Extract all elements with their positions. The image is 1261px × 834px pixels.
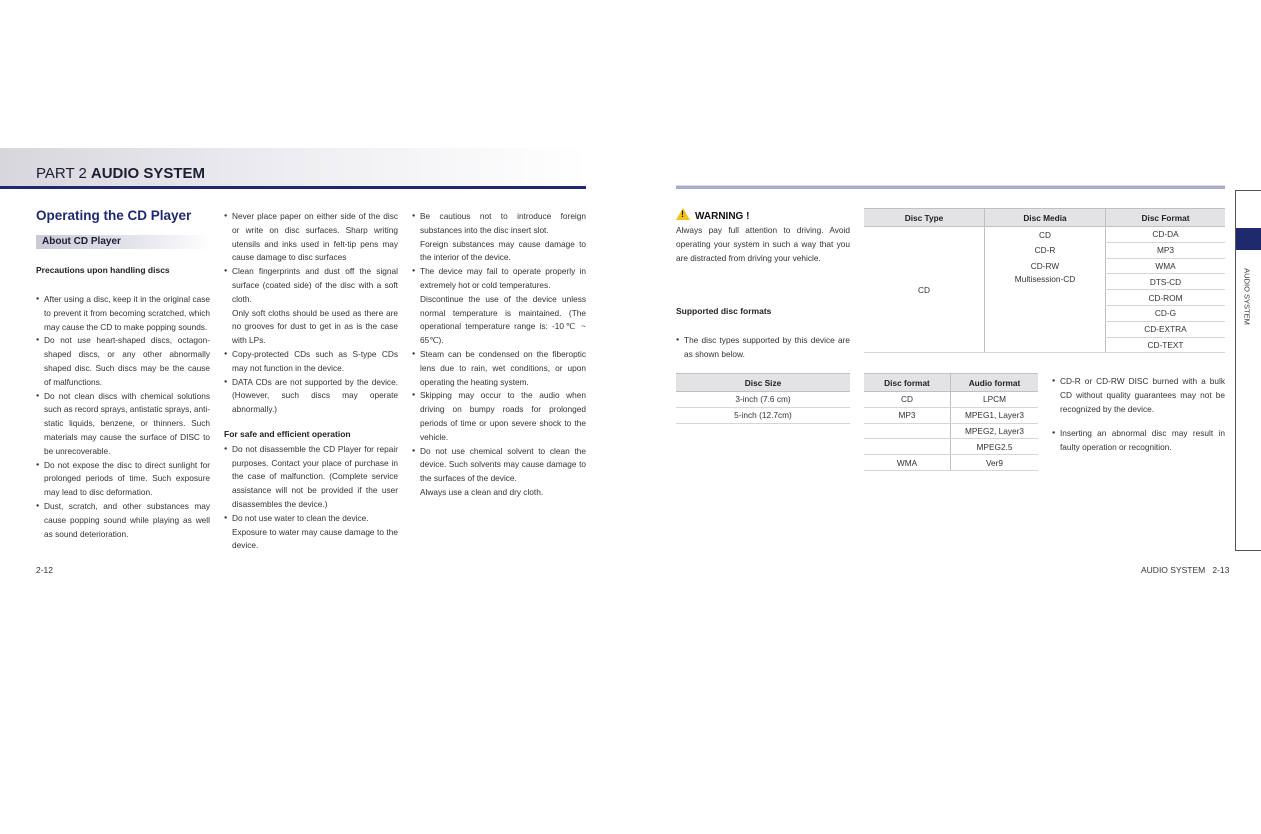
list-item-text: Clean fingerprints and dust off the signal surface (coated side) of the disc with a soft cloth. [232,266,398,304]
subheading: About CD Player [42,236,121,247]
table-cell: MPEG2.5 [951,439,1039,455]
list-item-note: Discontinue the use of the device unless normal temperature is maintained. (The operational temperature range is: -10℃ ~ 65℃). [420,293,586,346]
warning-icon [676,208,690,220]
list-item: ● DATA CDs are not supported by the device. (However, such discs may operate abnormally.) [224,376,398,417]
side-tab-marker [1236,228,1261,250]
header-rule-right [676,186,1225,189]
list-item [412,445,586,500]
table-cell: CD [864,392,951,408]
list-item: ● Dust, scratch, and other substances may cause popping sound while playing as well as sound deterioration. [36,500,210,541]
list-item: ● Do not use heart-shaped discs, octagon-shaped discs, or any other abnormally shaped disc. Such discs may be the cause of malfunctions. [36,334,210,389]
warning-title [676,208,749,222]
table-cell: MPEG1, Layer3 [951,407,1039,423]
table-header: Audio format [951,374,1039,392]
list-item: ● The disc types supported by this device are as shown below. [676,334,850,362]
list-item-text: Do not use chemical solvent to clean the device. Such solvents may cause damage to the surfaces of the device. [420,445,586,484]
table-header-row [864,209,1225,227]
list-item: ● Never place paper on either side of the disc or write on disc surfaces. Sharp writing utensils and inks used in felt-tip pens may cause damage to disc surfaces [224,210,398,265]
table-cell: Ver9 [951,455,1039,471]
list-item-note: Always use a clean and dry cloth. [420,486,544,497]
list-item-note: Foreign substances may cause damage to the interior of the device. [420,238,586,263]
table-cell: CD-R [985,242,1106,258]
list-item-text: Do not use water to clean the device. [232,512,369,523]
page-footer-right: AUDIO SYSTEM 2-13 [1141,565,1230,575]
list-item: ● Copy-protected CDs such as S-type CDs may not function in the device. [224,348,398,376]
supported-formats-title: Supported disc formats [676,306,772,316]
list-item: ● Do not expose the disc to direct sunlight for prolonged periods of time. Such exposure may lead to disc deformation. [36,459,210,500]
table-cell: CD [864,227,985,353]
table-cell: WMA [864,455,951,471]
table-header: Disc format [864,374,951,392]
format-notes [1052,375,1225,455]
part-name: AUDIO SYSTEM [90,165,206,182]
table-cell: CD [985,227,1106,243]
column-2 [224,210,398,553]
page-number-left: 2-12 [36,565,54,575]
table-cell [864,439,951,455]
list-item: ● Do not clean discs with chemical solutions such as record sprays, antistatic sprays, anti-static liquids, benzene, or thinners. Such materials may cause the surface of DISC to be unrecoverable. [36,390,210,459]
table-cell [864,423,951,439]
table-cell: CD-ROM [1106,290,1226,306]
part-number: PART 2 [36,165,87,182]
column-1 [36,293,210,541]
table-cell: DTS-CD [1106,274,1226,290]
list-item-note: Exposure to water may cause damage to the device. [232,526,398,551]
disc-type-table [864,208,1225,353]
list-item [412,265,586,348]
list-item: ● After using a disc, keep it in the original case to prevent it from becoming scratched, which may cause the CD to make popping sounds. [36,293,210,334]
table-row [864,392,1038,408]
list-item [224,512,398,553]
list-item [224,265,398,348]
list-item-text: Be cautious not to introduce foreign substances into the disc insert slot. [420,211,586,235]
side-tab-label: AUDIO SYSTEM [1242,268,1252,325]
table-header: Disc Type [864,209,985,227]
list-item [412,210,586,265]
audio-format-table [864,373,1038,471]
table-header-row [864,374,1038,392]
part-title [36,165,205,182]
table-cell: WMA [1106,258,1226,274]
list-item: ● Skipping may occur to the audio when driving on bumpy roads for prolonged periods of time or upon severe shock to the vehicle. [412,389,586,444]
list-item-text: The device may fail to operate properly in extremely hot or cold temperatures. [420,266,586,290]
table-cell: MPEG2, Layer3 [951,423,1039,439]
table-row [864,455,1038,471]
table-cell: CD-TEXT [1106,337,1226,353]
column-3 [412,210,586,500]
supported-formats-note [676,334,850,362]
disc-size-table [676,373,850,424]
list-item: ● Inserting an abnormal disc may result in faulty operation or recognition. [1052,427,1225,455]
safe-operation-title: For safe and efficient operation [224,428,351,439]
table-cell: CD-EXTRA [1106,321,1226,337]
list-item: ● Do not disassemble the CD Player for repair purposes. Contact your place of purchase in the case of malfunction. (Complete service assistance will not be provided if the user disassembles the device.) [224,443,398,512]
table-row [864,439,1038,455]
table-cell: Multisession-CD [985,274,1106,353]
table-header: Disc Size [676,374,850,392]
list-item: ● CD-R or CD-RW DISC burned with a bulk CD without quality guarantees may not be recognized by the device. [1052,375,1225,416]
side-tab-top [1235,190,1261,191]
table-header: Disc Media [985,209,1106,227]
table-row [864,423,1038,439]
table-header: Disc Format [1106,209,1226,227]
list-item: ● Steam can be condensed on the fiberoptic lens due to rain, wet conditions, or upon operating the heating system. [412,348,586,389]
table-cell: 5-inch (12.7cm) [676,407,850,423]
table-cell: LPCM [951,392,1039,408]
warning-text: Always pay full attention to driving. Avoid operating your system in such a way that you are distracted from driving your vehicle. [676,225,850,263]
table-row [864,227,1225,243]
table-cell: MP3 [864,407,951,423]
table-cell: 3-inch (7.6 cm) [676,392,850,408]
table-cell: CD-DA [1106,227,1226,243]
table-row [676,392,850,408]
table-cell: CD-RW [985,258,1106,274]
table-row [864,407,1038,423]
side-tab-bottom [1235,550,1261,551]
section-heading: Operating the CD Player [36,208,192,223]
table-cell: MP3 [1106,242,1226,258]
list-item-note: Only soft cloths should be used as there are no grooves for dust to get in as is the case with LPs. [232,307,398,346]
precautions-title: Precautions upon handling discs [36,265,170,275]
warning-label: WARNING ! [695,211,750,222]
table-cell: CD-G [1106,305,1226,321]
table-row [676,407,850,423]
table-header-row [676,374,850,392]
header-rule-left [0,186,586,189]
